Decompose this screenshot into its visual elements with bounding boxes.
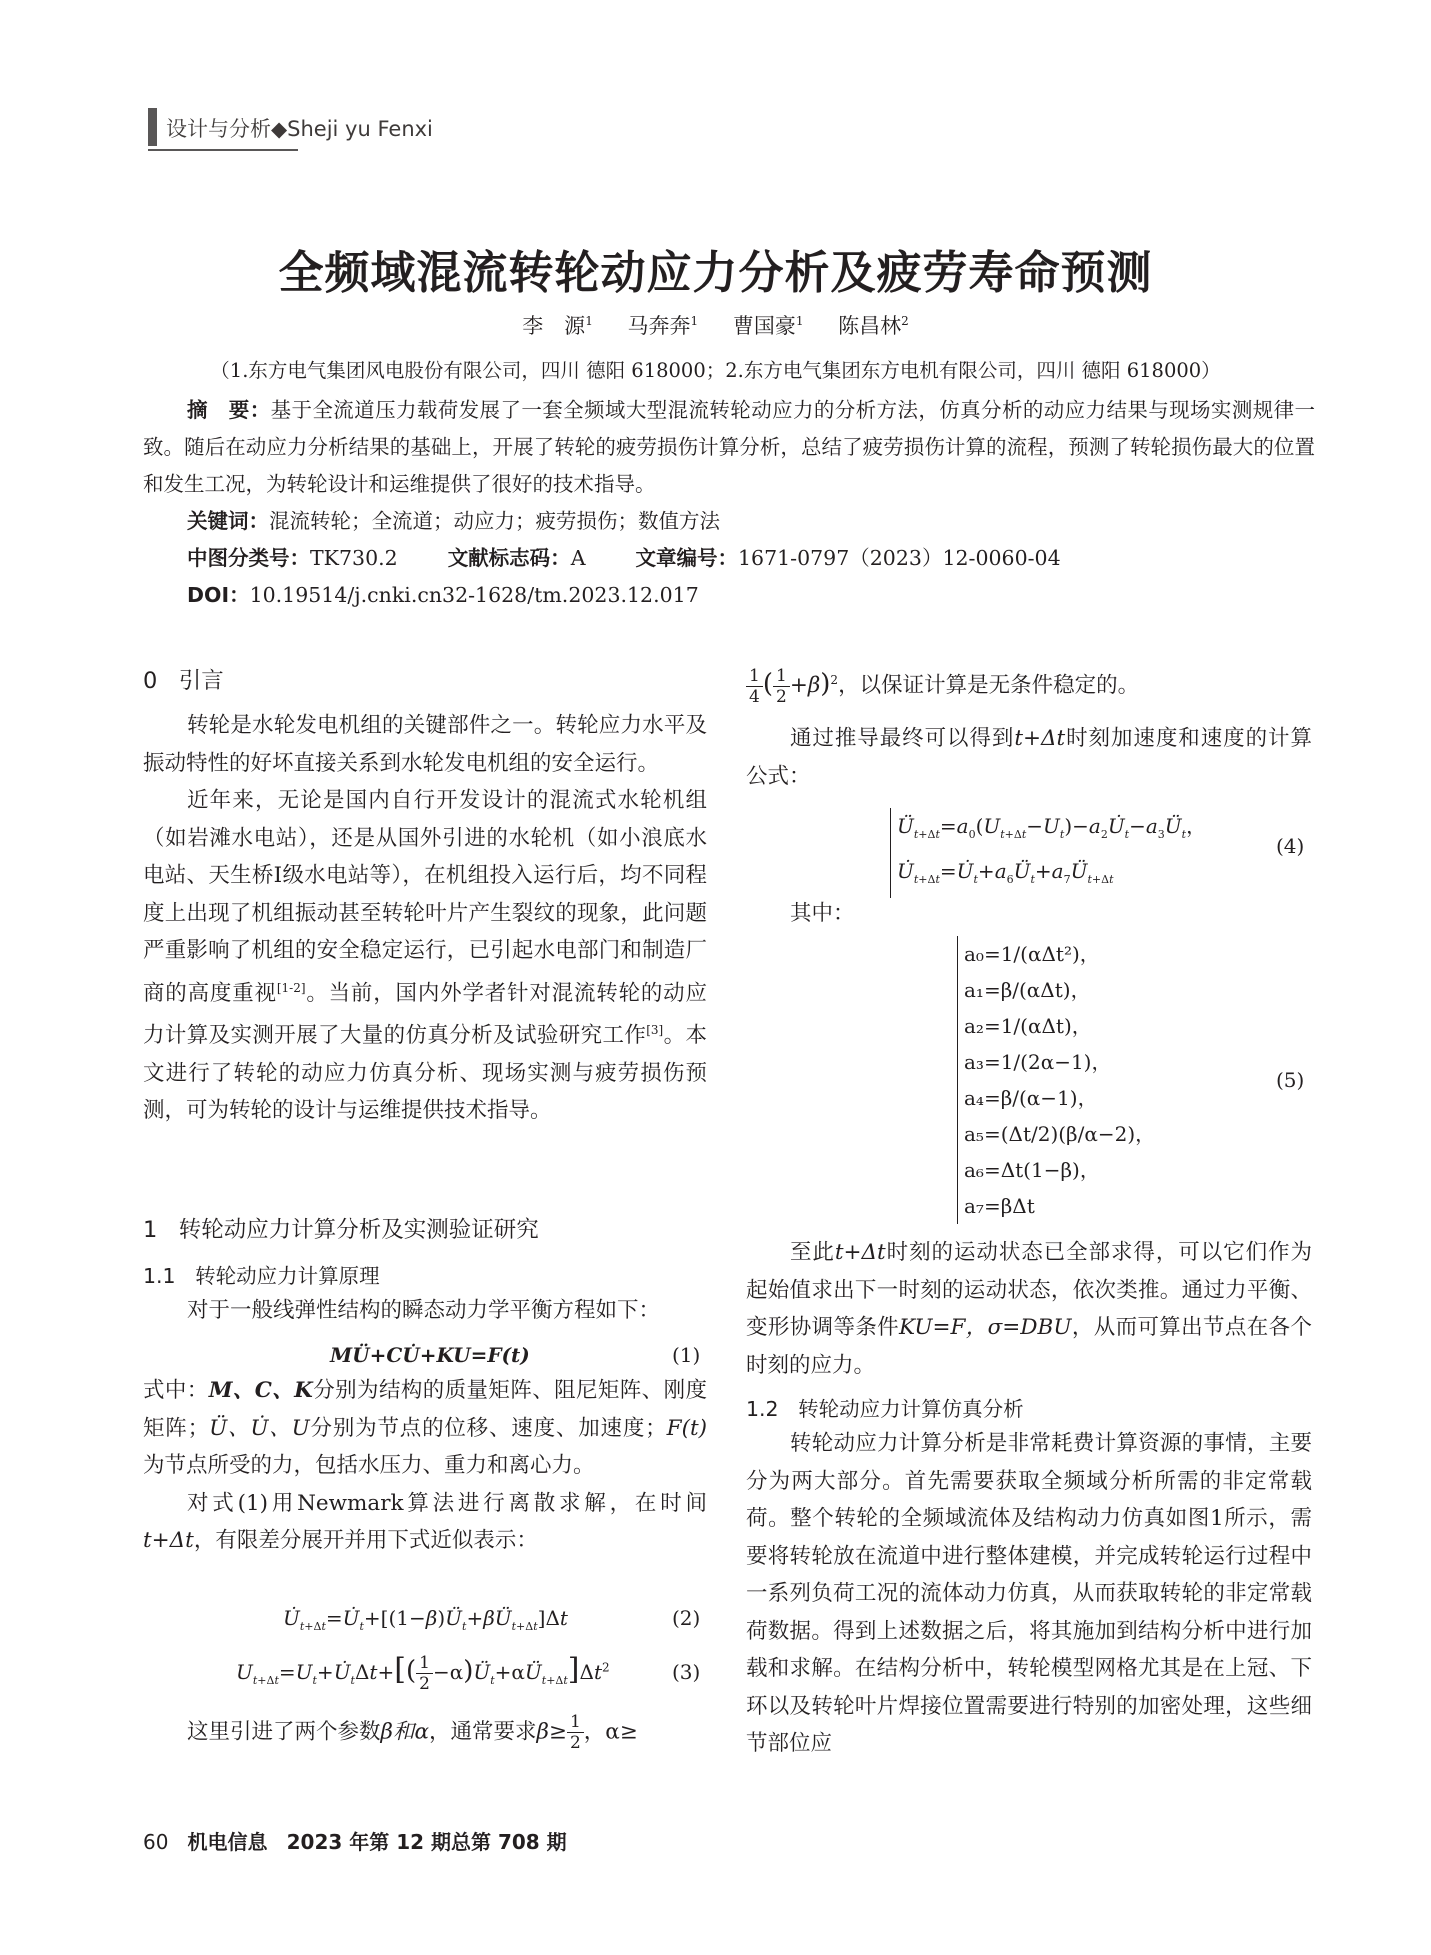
equation-5-number: (5) — [1276, 1068, 1305, 1092]
equation-2-number: (2) — [672, 1606, 701, 1630]
equation-line: a₆=Δt(1−β)， — [964, 1158, 1100, 1182]
equation-line: a₇=βΔt — [964, 1194, 1035, 1218]
paragraph: 这里引进了两个参数β和α，通常要求β≥ $\frac{1}{2}$ ，α≥ — [187, 1712, 638, 1753]
paper-title: 全频域混流转轮动应力分析及疲劳寿命预测 — [278, 246, 1153, 299]
page-footer — [143, 1826, 567, 1855]
paragraph: 其中： — [790, 901, 855, 926]
equation-4-number: (4) — [1276, 834, 1305, 858]
equation-line: a₀=1/(αΔt²)， — [964, 942, 1100, 966]
intro-text — [143, 707, 707, 1130]
paragraph: $\frac{1}{4}$ ( $\frac{1}{2}$ +β)$^2$，以保证计算是无条件稳定的。 — [746, 662, 1312, 707]
equation-line: a₅=(Δt/2)(β/α−2)， — [964, 1122, 1156, 1146]
paragraph: 通过推导最终可以得到t+Δt时刻加速度和速度的计算公式： — [746, 726, 1312, 789]
header-rule — [148, 149, 298, 151]
section-0-heading: 0 引言 — [143, 668, 224, 694]
paragraph: 转轮是水轮发电机组的关键部件之一。转轮应力水平及振动特性的好坏直接关系到水轮发电机组的安全运行。 — [143, 713, 707, 776]
abstract — [143, 392, 1315, 503]
author: 马奔奔$^1$ — [627, 314, 699, 338]
equation-1: MÜ+CU̇+KU=F(t) — [330, 1343, 530, 1367]
page-number: 60 — [143, 1830, 169, 1854]
issue-info: 2023 年第 12 期总第 708 期 — [286, 1830, 567, 1854]
equation-1-number: (1) — [672, 1343, 701, 1367]
author-list — [0, 310, 1431, 340]
affiliation: （1.东方电气集团风电股份有限公司，四川 德阳 618000；2.东方电气集团东方电机有限公司，四川 德阳 618000） — [210, 359, 1221, 382]
doi: DOI：10.19514/j.cnki.cn32-1628/tm.2023.12.017 — [187, 583, 699, 607]
equation-line: a₄=β/(α−1)， — [964, 1086, 1098, 1110]
abstract-label: 摘 要： — [187, 398, 271, 422]
journal-name: 机电信息 — [187, 1830, 268, 1854]
paragraph: 近年来，无论是国内自行开发设计的混流式水轮机组（如岩滩水电站），还是从国外引进的水轮机（如小浪底水电站、天生桥Ⅰ级水电站等），在机组投入运行后，均不同程度上出现了机组振动甚至转轮叶片产生裂纹的现象，此问题严重影响了机组的安全稳定运行，已引起水电部门和制造厂商的高度重视[1-2]。当前，国内外学者针对混流转轮的动应力计算及实测开展了大量的仿真分析及试验研究工作[3]。本文进行了转轮的动应力仿真分析、现场实测与疲劳损伤预测，可为转轮的设计与运维提供技术指导。 — [143, 788, 707, 1124]
keywords: 关键词：混流转轮；全流道；动应力；疲劳损伤；数值方法 — [187, 509, 720, 533]
author: 陈昌林$^2$ — [838, 314, 909, 338]
section-header: 设计与分析◆Sheji yu Fenxi — [166, 117, 433, 141]
equation-line: a₃=1/(2α−1)， — [964, 1050, 1112, 1074]
equation-3: $U_{t+\Delta t}=U_t+U̇_t\Delta t+$[( $\frac{1}{2}$ $-\alpha)Ü_t+\alpha Ü_{t+\Delta t}]\Delta t^2$ — [236, 1652, 610, 1694]
section-1-1-heading: 1.1 转轮动应力计算原理 — [143, 1264, 380, 1288]
equation-4: $Ü_{t+\Delta t}=a_0(U_{t+\Delta t}-U_t)-a_2U̇_t-a_3Ü_t$， $U̇_{t+\Delta t}=U̇_t+a_6Ü_t+a_7Ü_{t+\Delta t}$ — [890, 808, 1206, 898]
equation-line: a₁=β/(αΔt)， — [964, 978, 1091, 1002]
equation-2: $U̇_{t+\Delta t}=U̇_t+[(1-\beta)Ü_t+\beta Ü_{t+\Delta t}]\Delta t$ — [283, 1606, 568, 1633]
author: 曹国豪$^1$ — [732, 314, 804, 338]
classification-line: 中图分类号：TK730.2 文献标志码：A 文章编号：1671-0797（2023）12-0060-04 — [187, 546, 1061, 570]
abstract-text: 基于全流道压力载荷发展了一套全频域大型混流转轮动应力的分析方法，仿真分析的动应力结果与现场实测规律一致。随后在动应力分析结果的基础上，开展了转轮的疲劳损伤计算分析，总结了疲劳损伤计算的流程，预测了转轮损伤最大的位置和发生工况，为转轮设计和运维提供了很好的技术指导。 — [143, 398, 1316, 496]
paragraph: 转轮动应力计算分析是非常耗费计算资源的事情，主要分为两大部分。首先需要获取全频域分析所需的非定常载荷。整个转轮的全频域流体及结构动力仿真如图1所示，需要将转轮放在流道中进行整体建模，并完成转轮运行过程中一系列负荷工况的流体动力仿真，从而获取转轮的非定常载荷数据。得到上述数据之后，将其施加到结构分析中进行加载和求解。在结构分析中，转轮模型网格尤其是在上冠、下环以及转轮叶片焊接位置需要进行特别的加密处理，这些细节部位应 — [746, 1431, 1312, 1756]
header-bar — [148, 108, 157, 146]
author: 李 源$^1$ — [522, 314, 593, 338]
section-1-2-heading: 1.2 转轮动应力计算仿真分析 — [746, 1397, 1024, 1421]
section-1-heading: 1 转轮动应力计算分析及实测验证研究 — [143, 1217, 539, 1243]
paragraph: 至此t+Δt时刻的运动状态已全部求得，可以它们作为起始值求出下一时刻的运动状态，依次类推。通过力平衡、变形协调等条件KU=F，σ=DBU，从而可算出节点在各个时刻的应力。 — [746, 1240, 1312, 1378]
equation-5 — [957, 936, 1155, 1224]
equation-line: a₂=1/(αΔt)， — [964, 1014, 1092, 1038]
paragraph: 对于一般线弹性结构的瞬态动力学平衡方程如下： — [187, 1298, 661, 1323]
equation-explanation: 式中：M、C、K分别为结构的质量矩阵、阻尼矩阵、刚度矩阵；Ü、U̇、U分别为节点的位移、速度、加速度；F(t)为节点所受的力，包括水压力、重力和离心力。 对式(1)用Newmark算法进行离散求解，在时间t+Δt，有限差分展开并用下式近似表示： — [143, 1378, 707, 1553]
equation-3-number: (3) — [672, 1660, 701, 1684]
